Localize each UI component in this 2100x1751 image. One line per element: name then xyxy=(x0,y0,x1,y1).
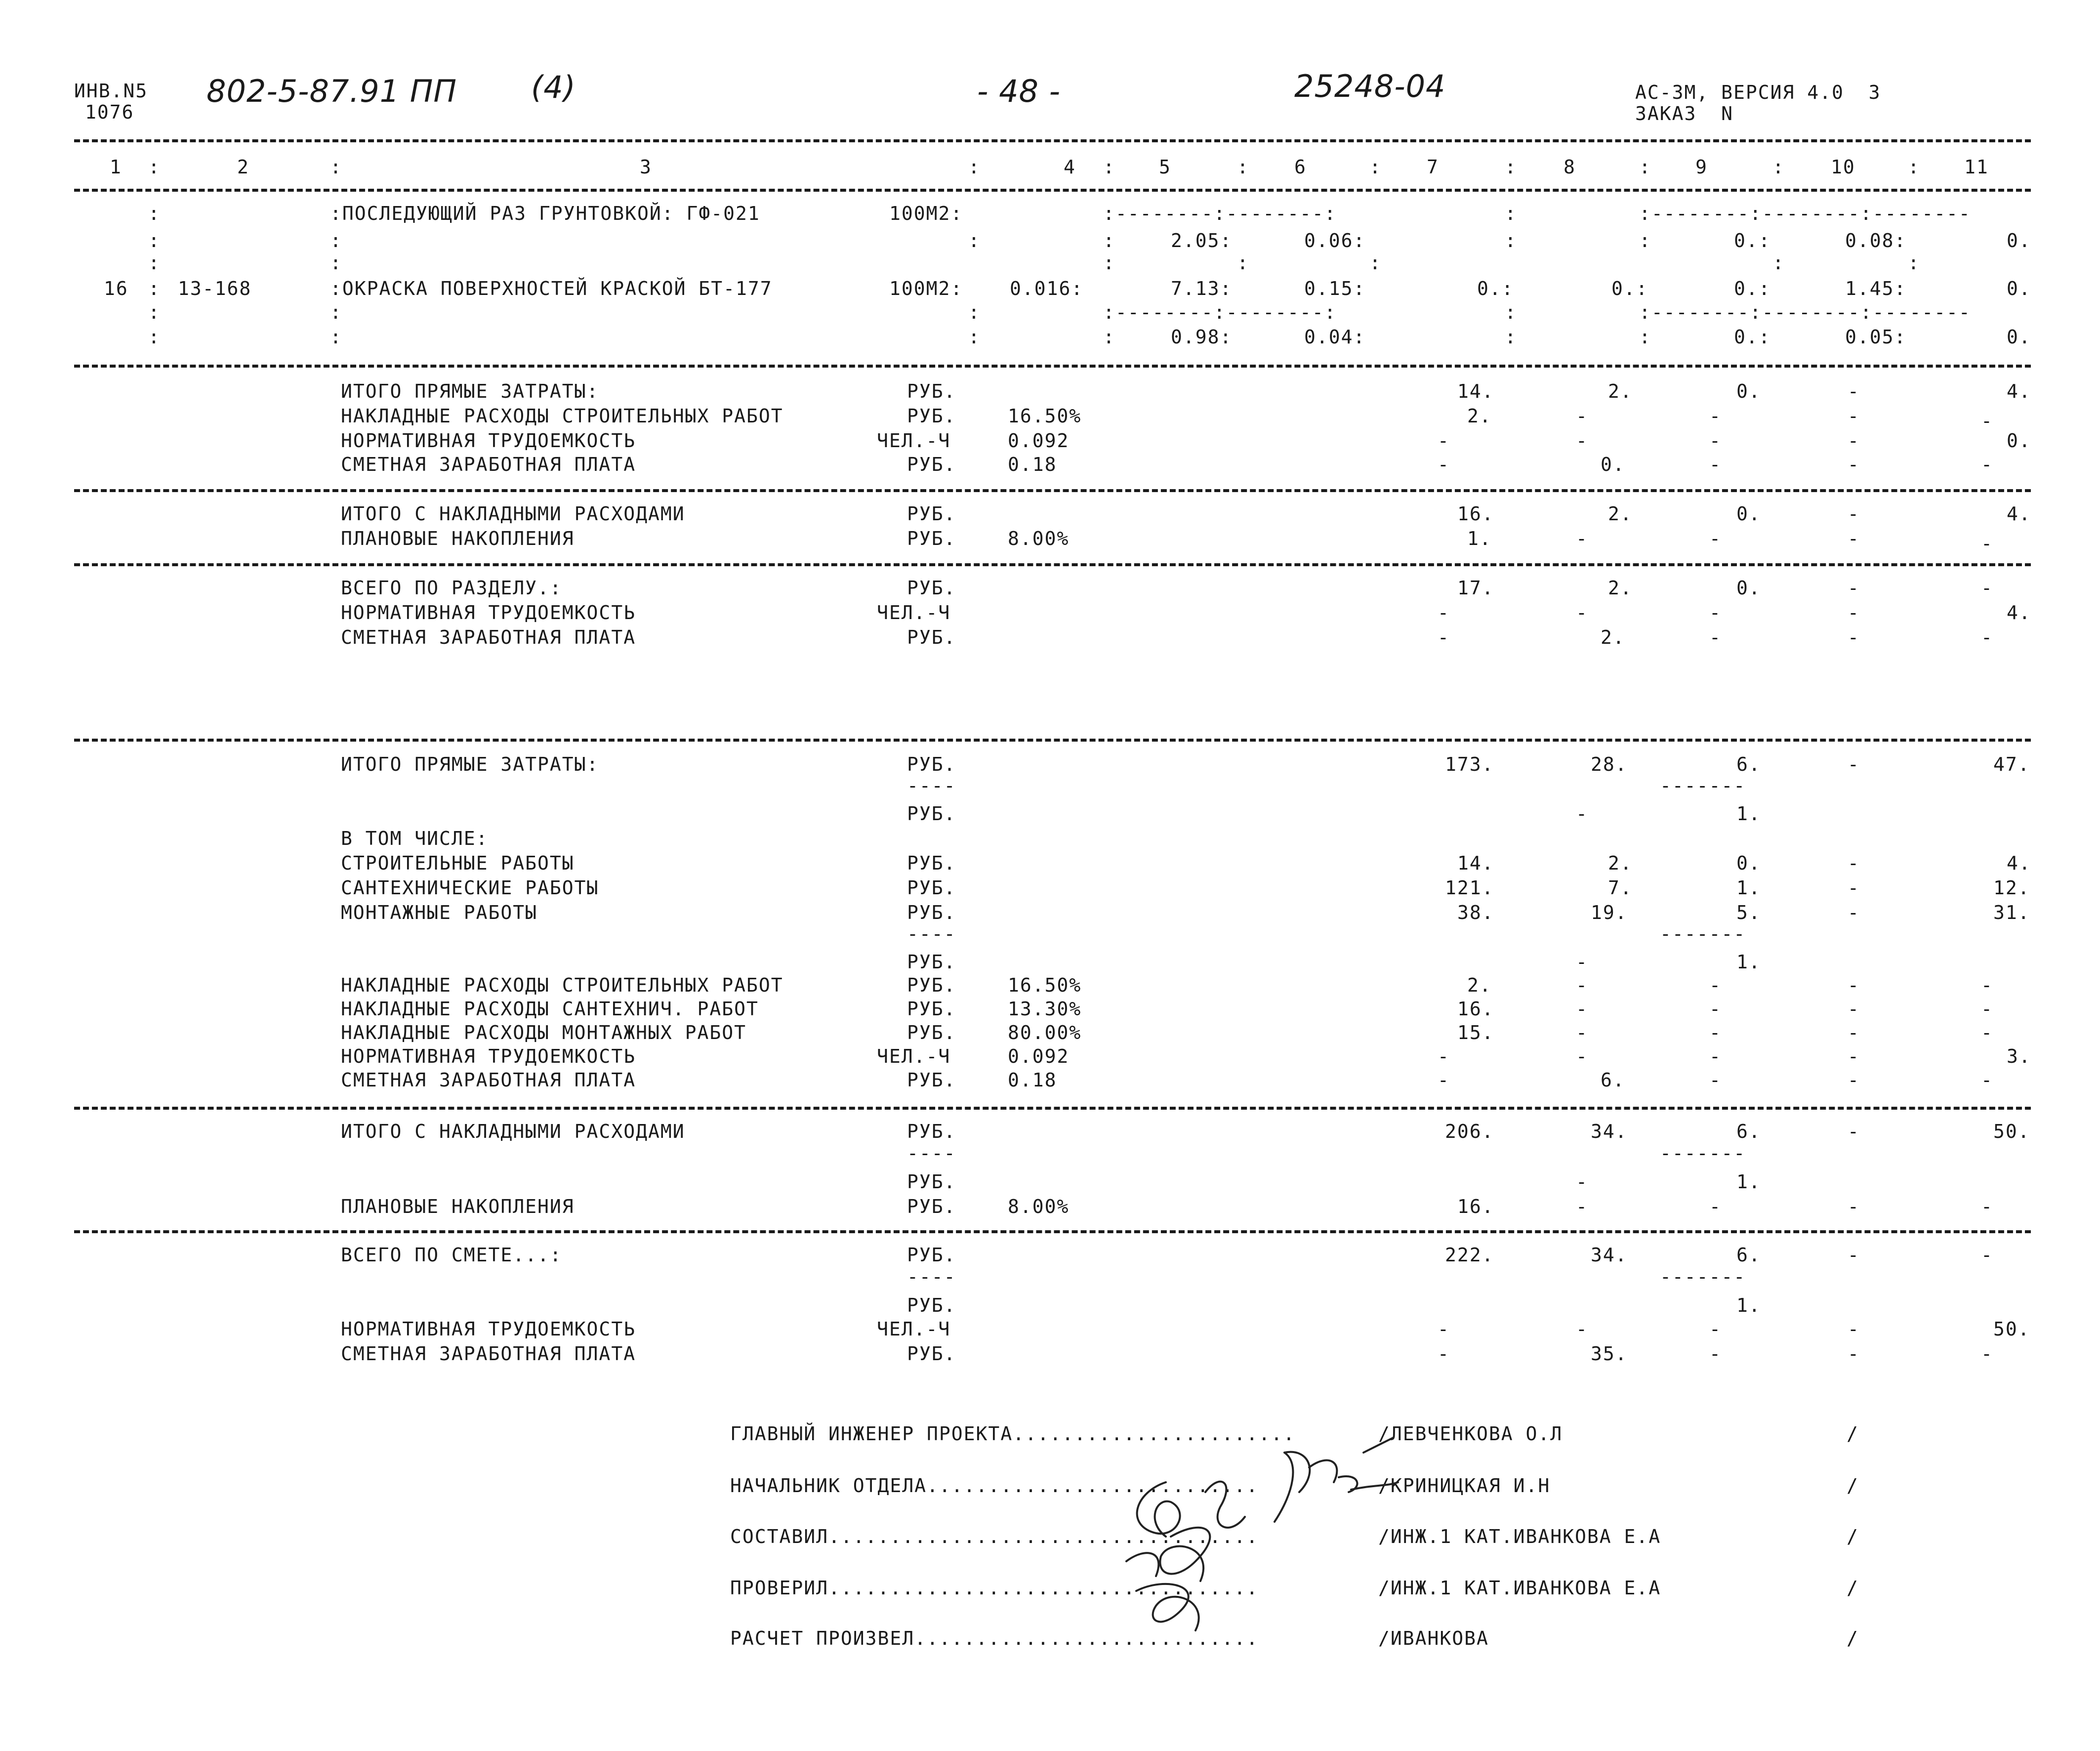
row-rate: 0.092 xyxy=(1008,1045,1070,1067)
cell: 15. xyxy=(1457,1022,1494,1043)
signature-end: / xyxy=(1847,1627,1859,1649)
col-num: 8 xyxy=(1564,156,1576,178)
cell: - xyxy=(1981,410,1993,432)
col-sep: : xyxy=(1505,301,1517,323)
row-sep: ------- xyxy=(1660,923,1746,945)
col-num: 3 xyxy=(640,156,652,178)
cell: - xyxy=(1848,1045,1860,1067)
cell: 16. xyxy=(1457,998,1494,1020)
order-label: ЗАКАЗ N xyxy=(1635,103,1734,125)
row-unit: РУБ. xyxy=(907,577,956,599)
row-sep: ------- xyxy=(1660,1142,1746,1164)
col-sep: : xyxy=(1908,156,1920,178)
col-sep: : xyxy=(1505,326,1517,348)
signature-end: / xyxy=(1847,1475,1859,1497)
col-sep: : xyxy=(1505,203,1517,224)
row-unit: ЧЕЛ.-Ч xyxy=(877,602,951,624)
cell: 1. xyxy=(1736,803,1761,825)
rule xyxy=(74,739,2031,742)
col-sep: : xyxy=(148,203,161,224)
col-sep: : xyxy=(330,156,342,178)
cell: - xyxy=(1438,602,1450,624)
col-sep: : xyxy=(1639,156,1651,178)
signature-name: /КРИНИЦКАЯ И.Н xyxy=(1378,1475,1551,1497)
cell: 0. xyxy=(1601,454,1625,475)
cell: 2. xyxy=(1608,503,1633,525)
row-unit: РУБ. xyxy=(907,528,956,549)
row-unit: ЧЕЛ.-Ч xyxy=(877,1045,951,1067)
cell: 16. xyxy=(1457,503,1494,525)
signature-name: /ИНЖ.1 КАТ.ИВАНКОВА Е.А xyxy=(1378,1526,1661,1547)
signature-name: /ИНЖ.1 КАТ.ИВАНКОВА Е.А xyxy=(1378,1577,1661,1599)
signature-end: / xyxy=(1847,1526,1859,1547)
row-unit: РУБ. xyxy=(907,1343,956,1365)
col-sep: : xyxy=(1505,156,1517,178)
cell: 14. xyxy=(1457,380,1494,402)
col-num: 5 xyxy=(1159,156,1171,178)
cell: 0. xyxy=(1736,380,1761,402)
cell: - xyxy=(1848,1343,1860,1365)
signature-end: / xyxy=(1847,1423,1859,1445)
row-label: СМЕТНАЯ ЗАРАБОТНАЯ ПЛАТА xyxy=(341,626,636,648)
row-unit: РУБ. xyxy=(907,998,956,1020)
cell: 0.: xyxy=(1734,326,1771,348)
cell: 19. xyxy=(1591,902,1628,923)
cell: - xyxy=(1848,1069,1860,1091)
cell: - xyxy=(1981,626,1993,648)
inventory-number: 1076 xyxy=(85,101,134,123)
cell: - xyxy=(1848,998,1860,1020)
cell: 0.: xyxy=(1477,278,1514,299)
row-label: НОРМАТИВНАЯ ТРУДОЕМКОСТЬ xyxy=(341,1045,636,1067)
cell: - xyxy=(1709,430,1722,452)
cell: 0.98: xyxy=(1171,326,1233,348)
row-rate: 0.18 xyxy=(1008,1069,1057,1091)
row-label: НАКЛАДНЫЕ РАСХОДЫ МОНТАЖНЫХ РАБОТ xyxy=(341,1022,746,1043)
col-sep: : xyxy=(968,156,981,178)
col-num: 7 xyxy=(1427,156,1439,178)
cell: 121. xyxy=(1445,877,1494,899)
cell: - xyxy=(1981,533,1993,554)
item-code: 13-168 xyxy=(178,278,252,299)
cell: - xyxy=(1981,998,1993,1020)
rule xyxy=(74,1230,2031,1233)
cell: - xyxy=(1981,1069,1993,1091)
cell: - xyxy=(1709,1318,1722,1340)
row-sep: ---- xyxy=(907,1142,956,1164)
cell: 0. xyxy=(2007,230,2031,251)
col-sep: : xyxy=(148,230,161,251)
cell: - xyxy=(1848,1121,1860,1142)
signature-role: СОСТАВИЛ................................... xyxy=(730,1526,1259,1547)
prev-item-name: :ПОСЛЕДУЮЩИЙ РАЗ ГРУНТОВКОЙ: ГФ-021 xyxy=(330,203,760,224)
cell: 50. xyxy=(1993,1318,2030,1340)
cell: - xyxy=(1981,454,1993,475)
col-sep: : xyxy=(330,252,342,274)
cell: - xyxy=(1848,1196,1860,1217)
col-sep: : xyxy=(1103,156,1115,178)
cell: - xyxy=(1438,1069,1450,1091)
row-unit: РУБ. xyxy=(907,1069,956,1091)
cell: 6. xyxy=(1736,1244,1761,1266)
signature-end: / xyxy=(1847,1577,1859,1599)
rule xyxy=(74,365,2031,368)
col-sep: : xyxy=(148,156,161,178)
rule xyxy=(74,139,2031,142)
col-sep: : xyxy=(968,230,981,251)
row-rate: 16.50% xyxy=(1008,974,1082,996)
cell: 5. xyxy=(1736,902,1761,923)
cell: - xyxy=(1438,626,1450,648)
cell: - xyxy=(1438,1045,1450,1067)
row-unit: РУБ. xyxy=(907,1294,956,1316)
cell: 4. xyxy=(2007,602,2031,624)
cell: - xyxy=(1848,602,1860,624)
cell: - xyxy=(1709,1045,1722,1067)
cell: 16. xyxy=(1457,1196,1494,1217)
cell: - xyxy=(1848,528,1860,549)
col-num: 11 xyxy=(1964,156,1989,178)
cell: 0. xyxy=(1736,577,1761,599)
cell: 12. xyxy=(1993,877,2030,899)
cell: 206. xyxy=(1445,1121,1494,1142)
cell: - xyxy=(1848,454,1860,475)
cell: 3. xyxy=(2007,1045,2031,1067)
cell-dash: :--------:--------:-------- xyxy=(1639,203,1971,224)
cell: 4. xyxy=(2007,380,2031,402)
col-sep: : xyxy=(1369,252,1382,274)
handwritten-signature xyxy=(1107,1462,1265,1650)
cell: - xyxy=(1848,430,1860,452)
row-rate: 16.50% xyxy=(1008,405,1082,427)
row-unit: РУБ. xyxy=(907,1196,956,1217)
rule xyxy=(74,189,2031,192)
col-sep: : xyxy=(1772,156,1785,178)
row-unit: РУБ. xyxy=(907,951,956,973)
cell: 0.: xyxy=(1734,278,1771,299)
cell: 0.15: xyxy=(1304,278,1366,299)
row-unit: РУБ. xyxy=(907,753,956,775)
row-unit: РУБ. xyxy=(907,1022,956,1043)
cell: - xyxy=(1576,951,1588,973)
cell: 0. xyxy=(1736,503,1761,525)
cell: - xyxy=(1709,1022,1722,1043)
col-num: 4 xyxy=(1064,156,1076,178)
row-unit: РУБ. xyxy=(907,1121,956,1142)
row-label: ИТОГО С НАКЛАДНЫМИ РАСХОДАМИ xyxy=(341,1121,685,1142)
cell-dash: :--------:--------: xyxy=(1103,301,1337,323)
cell: - xyxy=(1848,405,1860,427)
col-sep: : xyxy=(148,301,161,323)
cell: - xyxy=(1981,1343,1993,1365)
cell: - xyxy=(1576,1196,1588,1217)
cell: 1. xyxy=(1736,1171,1761,1193)
row-label: МОНТАЖНЫЕ РАБОТЫ xyxy=(341,902,538,923)
cell: - xyxy=(1576,1171,1588,1193)
handwritten-signature xyxy=(1265,1433,1403,1532)
cell: 28. xyxy=(1591,753,1628,775)
cell: 1. xyxy=(1736,951,1761,973)
cell: 0.08: xyxy=(1845,230,1907,251)
col-sep: : xyxy=(1505,230,1517,251)
project-code: 802-5-87.91 ПП xyxy=(206,73,457,109)
cell: 50. xyxy=(1993,1121,2030,1142)
row-label: ИТОГО С НАКЛАДНЫМИ РАСХОДАМИ xyxy=(341,503,685,525)
signature-role: РАСЧЕТ ПРОИЗВЕЛ............................ xyxy=(730,1627,1259,1649)
cell: - xyxy=(1709,454,1722,475)
row-unit: РУБ. xyxy=(907,454,956,475)
cell: - xyxy=(1848,974,1860,996)
cell: 31. xyxy=(1993,902,2030,923)
cell: 0. xyxy=(2007,326,2031,348)
cell: 34. xyxy=(1591,1121,1628,1142)
row-rate: 8.00% xyxy=(1008,1196,1070,1217)
col-sep: : xyxy=(968,326,981,348)
cell: - xyxy=(1576,1045,1588,1067)
rule xyxy=(74,563,2031,566)
cell: - xyxy=(1576,602,1588,624)
cell: 0.06: xyxy=(1304,230,1366,251)
col-sep: : xyxy=(148,278,161,299)
cell: 14. xyxy=(1457,852,1494,874)
col-sep: : xyxy=(148,326,161,348)
signature-name: /ЛЕВЧЕНКОВА О.Л xyxy=(1378,1423,1563,1445)
row-unit: РУБ. xyxy=(907,1244,956,1266)
cell: 34. xyxy=(1591,1244,1628,1266)
row-label: ИТОГО ПРЯМЫЕ ЗАТРАТЫ: xyxy=(341,753,599,775)
cell: 0.: xyxy=(1734,230,1771,251)
cell: - xyxy=(1709,1069,1722,1091)
document-number: 25248-04 xyxy=(1294,68,1446,104)
cell: 0. xyxy=(2007,278,2031,299)
cell: 6. xyxy=(1736,1121,1761,1142)
cell: - xyxy=(1576,528,1588,549)
row-rate: 8.00% xyxy=(1008,528,1070,549)
row-unit: РУБ. xyxy=(907,877,956,899)
row-unit: РУБ. xyxy=(907,503,956,525)
col-sep: : xyxy=(1103,252,1115,274)
cell: - xyxy=(1576,405,1588,427)
cell: - xyxy=(1848,503,1860,525)
cell: 1. xyxy=(1467,528,1492,549)
row-label: НАКЛАДНЫЕ РАСХОДЫ САНТЕХНИЧ. РАБОТ xyxy=(341,998,759,1020)
cell-dash: :--------:--------: xyxy=(1103,203,1337,224)
cell: 0.: xyxy=(1611,278,1648,299)
cell: - xyxy=(1576,998,1588,1020)
col-num: 9 xyxy=(1695,156,1708,178)
row-unit: РУБ. xyxy=(907,626,956,648)
prev-item-unit: 100М2: xyxy=(889,203,963,224)
cell: - xyxy=(1848,1244,1860,1266)
row-label: ВСЕГО ПО РАЗДЕЛУ.: xyxy=(341,577,562,599)
cell: - xyxy=(1438,454,1450,475)
cell: - xyxy=(1576,430,1588,452)
col-num: 10 xyxy=(1831,156,1855,178)
col-sep: : xyxy=(968,301,981,323)
cell: 0.05: xyxy=(1845,326,1907,348)
row-label: СМЕТНАЯ ЗАРАБОТНАЯ ПЛАТА xyxy=(341,1069,636,1091)
cell: 4. xyxy=(2007,852,2031,874)
cell: - xyxy=(1709,602,1722,624)
row-unit: РУБ. xyxy=(907,1171,956,1193)
item-unit: 100М2: xyxy=(889,278,963,299)
row-label: СМЕТНАЯ ЗАРАБОТНАЯ ПЛАТА xyxy=(341,1343,636,1365)
cell: 4. xyxy=(2007,503,2031,525)
cell: - xyxy=(1848,852,1860,874)
col-sep: : xyxy=(1103,230,1115,251)
cell: - xyxy=(1848,902,1860,923)
cell: 35. xyxy=(1591,1343,1628,1365)
row-unit: РУБ. xyxy=(907,902,956,923)
cell: 1. xyxy=(1736,1294,1761,1316)
cell: 38. xyxy=(1457,902,1494,923)
cell: 0. xyxy=(1736,852,1761,874)
cell: - xyxy=(1848,1318,1860,1340)
row-unit: РУБ. xyxy=(907,405,956,427)
cell: - xyxy=(1848,877,1860,899)
row-sep: ------- xyxy=(1660,1266,1746,1288)
software-version: АС-3М, ВЕРСИЯ 4.0 3 xyxy=(1635,82,1881,103)
cell: 17. xyxy=(1457,577,1494,599)
row-label: НОРМАТИВНАЯ ТРУДОЕМКОСТЬ xyxy=(341,602,636,624)
cell: - xyxy=(1981,974,1993,996)
cell: - xyxy=(1848,1022,1860,1043)
row-unit: ЧЕЛ.-Ч xyxy=(877,1318,951,1340)
row-sep: ------- xyxy=(1660,775,1746,796)
cell: 2. xyxy=(1601,626,1625,648)
cell: 2. xyxy=(1467,405,1492,427)
cell: 0.04: xyxy=(1304,326,1366,348)
row-label: СТРОИТЕЛЬНЫЕ РАБОТЫ xyxy=(341,852,575,874)
row-rate: 0.18 xyxy=(1008,454,1057,475)
signature-role: ПРОВЕРИЛ................................... xyxy=(730,1577,1259,1599)
cell: - xyxy=(1576,803,1588,825)
row-unit: РУБ. xyxy=(907,380,956,402)
row-label: НАКЛАДНЫЕ РАСХОДЫ СТРОИТЕЛЬНЫХ РАБОТ xyxy=(341,405,783,427)
cell: - xyxy=(1848,626,1860,648)
row-label: НОРМАТИВНАЯ ТРУДОЕМКОСТЬ xyxy=(341,430,636,452)
cell: - xyxy=(1709,626,1722,648)
col-sep: : xyxy=(330,230,342,251)
row-rate: 80.00% xyxy=(1008,1022,1082,1043)
col-sep: : xyxy=(148,252,161,274)
cell: - xyxy=(1848,577,1860,599)
row-sep: ---- xyxy=(907,775,956,796)
col-sep: : xyxy=(330,326,342,348)
signature-name: /ИВАНКОВА xyxy=(1378,1627,1489,1649)
row-unit: РУБ. xyxy=(907,803,956,825)
cell: 2. xyxy=(1608,852,1633,874)
row-sep: ---- xyxy=(907,1266,956,1288)
inventory-label: ИНВ.N5 xyxy=(74,80,148,102)
cell: 7.13: xyxy=(1171,278,1233,299)
row-label: ВСЕГО ПО СМЕТЕ...: xyxy=(341,1244,562,1266)
col-sep: : xyxy=(1772,252,1785,274)
row-label: ПЛАНОВЫЕ НАКОПЛЕНИЯ xyxy=(341,528,575,549)
cell: - xyxy=(1438,1343,1450,1365)
cell: 47. xyxy=(1993,753,2030,775)
cell-dash: :--------:--------:-------- xyxy=(1639,301,1971,323)
cell: - xyxy=(1981,1244,1993,1266)
cell: 0. xyxy=(2007,430,2031,452)
cell: 0.016: xyxy=(1010,278,1084,299)
row-label: НАКЛАДНЫЕ РАСХОДЫ СТРОИТЕЛЬНЫХ РАБОТ xyxy=(341,974,783,996)
row-label: ИТОГО ПРЯМЫЕ ЗАТРАТЫ: xyxy=(341,380,599,402)
row-sep: ---- xyxy=(907,923,956,945)
cell: 173. xyxy=(1445,753,1494,775)
cell: 6. xyxy=(1601,1069,1625,1091)
signature-role: ГЛАВНЫЙ ИНЖЕНЕР ПРОЕКТА....................... xyxy=(730,1423,1296,1445)
col-sep: : xyxy=(1639,326,1651,348)
page-number: - 48 - xyxy=(977,73,1061,109)
signature-role: НАЧАЛЬНИК ОТДЕЛА........................... xyxy=(730,1475,1259,1497)
col-sep: : xyxy=(1639,230,1651,251)
cell: - xyxy=(1709,998,1722,1020)
col-sep: : xyxy=(330,301,342,323)
cell: - xyxy=(1709,1196,1722,1217)
volume-number: (4) xyxy=(531,69,576,105)
row-label: САНТЕХНИЧЕСКИЕ РАБОТЫ xyxy=(341,877,599,899)
row-rate: 0.092 xyxy=(1008,430,1070,452)
row-label: В ТОМ ЧИСЛЕ: xyxy=(341,828,489,849)
col-num: 6 xyxy=(1294,156,1307,178)
cell: - xyxy=(1981,1196,1993,1217)
cell: 2.05: xyxy=(1171,230,1233,251)
cell: 222. xyxy=(1445,1244,1494,1266)
cell: 6. xyxy=(1736,753,1761,775)
cell: 7. xyxy=(1608,877,1633,899)
cell: - xyxy=(1709,974,1722,996)
row-rate: 13.30% xyxy=(1008,998,1082,1020)
cell: - xyxy=(1848,753,1860,775)
col-sep: : xyxy=(1908,252,1920,274)
col-num: 1 xyxy=(110,156,122,178)
cell: - xyxy=(1709,1343,1722,1365)
row-unit: РУБ. xyxy=(907,852,956,874)
row-unit: ЧЕЛ.-Ч xyxy=(877,430,951,452)
col-num: 2 xyxy=(237,156,249,178)
cell: 2. xyxy=(1467,974,1492,996)
cell: 1.45: xyxy=(1845,278,1907,299)
cell: 2. xyxy=(1608,577,1633,599)
cell: - xyxy=(1709,405,1722,427)
rule xyxy=(74,489,2031,492)
cell: - xyxy=(1576,1022,1588,1043)
col-sep: : xyxy=(1103,326,1115,348)
row-unit: РУБ. xyxy=(907,974,956,996)
cell: - xyxy=(1438,1318,1450,1340)
row-label: СМЕТНАЯ ЗАРАБОТНАЯ ПЛАТА xyxy=(341,454,636,475)
cell: - xyxy=(1981,577,1993,599)
col-sep: : xyxy=(1237,252,1249,274)
cell: - xyxy=(1848,380,1860,402)
item-name: :ОКРАСКА ПОВЕРХНОСТЕЙ КРАСКОЙ БТ-177 xyxy=(330,278,773,299)
col-sep: : xyxy=(1369,156,1382,178)
cell: - xyxy=(1576,1318,1588,1340)
item-number: 16 xyxy=(104,278,128,299)
rule xyxy=(74,1107,2031,1110)
cell: - xyxy=(1438,430,1450,452)
cell: 2. xyxy=(1608,380,1633,402)
row-label: НОРМАТИВНАЯ ТРУДОЕМКОСТЬ xyxy=(341,1318,636,1340)
cell: - xyxy=(1981,1022,1993,1043)
cell: - xyxy=(1576,974,1588,996)
col-sep: : xyxy=(1237,156,1249,178)
cell: - xyxy=(1709,528,1722,549)
cell: 1. xyxy=(1736,877,1761,899)
row-label: ПЛАНОВЫЕ НАКОПЛЕНИЯ xyxy=(341,1196,575,1217)
